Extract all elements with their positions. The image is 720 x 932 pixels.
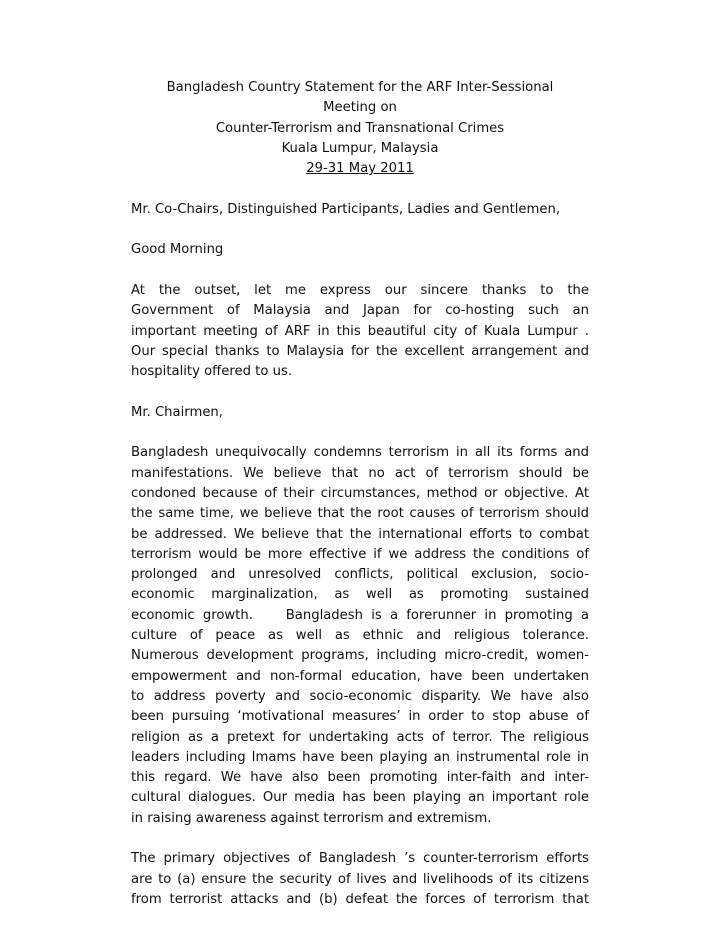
document-title — [131, 78, 589, 179]
text-line: Bangladesh unequivocally condemns terrorism in all its forms and — [131, 445, 589, 461]
text-line: cultural dialogues. Our media has been playing an important role — [131, 790, 589, 806]
text-line: been pursuing ‘motivational measures’ in order to stop abuse of — [131, 709, 589, 725]
text-line: condoned because of their circumstances, method or objective. At — [131, 485, 589, 501]
text-line: in raising awareness against terrorism and extremism. — [131, 810, 492, 826]
text-line: culture of peace as well as ethnic and religious tolerance. — [131, 628, 589, 644]
address: Mr. Chairmen, — [131, 404, 223, 420]
text-line: The primary objectives of Bangladesh ’s counter-terrorism efforts — [131, 851, 589, 867]
text-line: manifestations. We believe that no act of terrorism should be — [131, 465, 589, 481]
document-page — [131, 78, 589, 910]
text-line: this regard. We have also been promoting inter-faith and inter- — [131, 770, 589, 786]
title-line: Kuala Lumpur, Malaysia — [281, 140, 439, 156]
text-line: economic growth. Bangladesh is a forerunner in promoting a — [131, 607, 589, 623]
salutation: Mr. Co-Chairs, Distinguished Participants, Ladies and Gentlemen, — [131, 201, 561, 217]
text-line: terrorism would be more effective if we address the conditions of — [131, 546, 589, 562]
title-date: 29-31 May 2011 — [306, 161, 414, 177]
text-line: leaders including Imams have been playing an instrumental role in — [131, 749, 589, 765]
paragraph-objectives — [131, 849, 589, 910]
paragraph-opening — [131, 281, 589, 382]
text-line: At the outset, let me express our sincere thanks to the — [131, 282, 589, 298]
text-line: empowerment and non-formal education, have been undertaken — [131, 668, 589, 684]
text-line: economic marginalization, as well as promoting sustained — [131, 587, 589, 603]
text-line: to address poverty and socio-economic disparity. We have also — [131, 688, 589, 704]
text-line: hospitality offered to us. — [131, 364, 293, 380]
text-line: the same time, we believe that the root causes of terrorism should — [131, 506, 589, 522]
text-line: Government of Malaysia and Japan for co-hosting such an — [131, 303, 589, 319]
text-line: be addressed. We believe that the international efforts to combat — [131, 526, 589, 542]
text-line: Numerous development programs, including micro-credit, women- — [131, 648, 589, 664]
title-line: Bangladesh Country Statement for the ARF Inter-Sessional — [166, 80, 554, 95]
title-line: Meeting on — [323, 100, 397, 116]
text-line: religion as a pretext for undertaking acts of terror. The religious — [131, 729, 589, 745]
text-line: prolonged and unresolved conflicts, political exclusion, socio- — [131, 567, 589, 583]
paragraph-terrorism — [131, 443, 589, 829]
text-line: from terrorist attacks and (b) defeat the forces of terrorism that — [131, 891, 589, 907]
greeting: Good Morning — [131, 242, 224, 258]
text-line: Our special thanks to Malaysia for the excellent arrangement and — [131, 343, 589, 359]
text-line: are to (a) ensure the security of lives and livelihoods of its citizens — [131, 871, 589, 887]
title-line: Counter-Terrorism and Transnational Crimes — [215, 120, 505, 136]
text-line: important meeting of ARF in this beautiful city of Kuala Lumpur . — [131, 323, 589, 339]
